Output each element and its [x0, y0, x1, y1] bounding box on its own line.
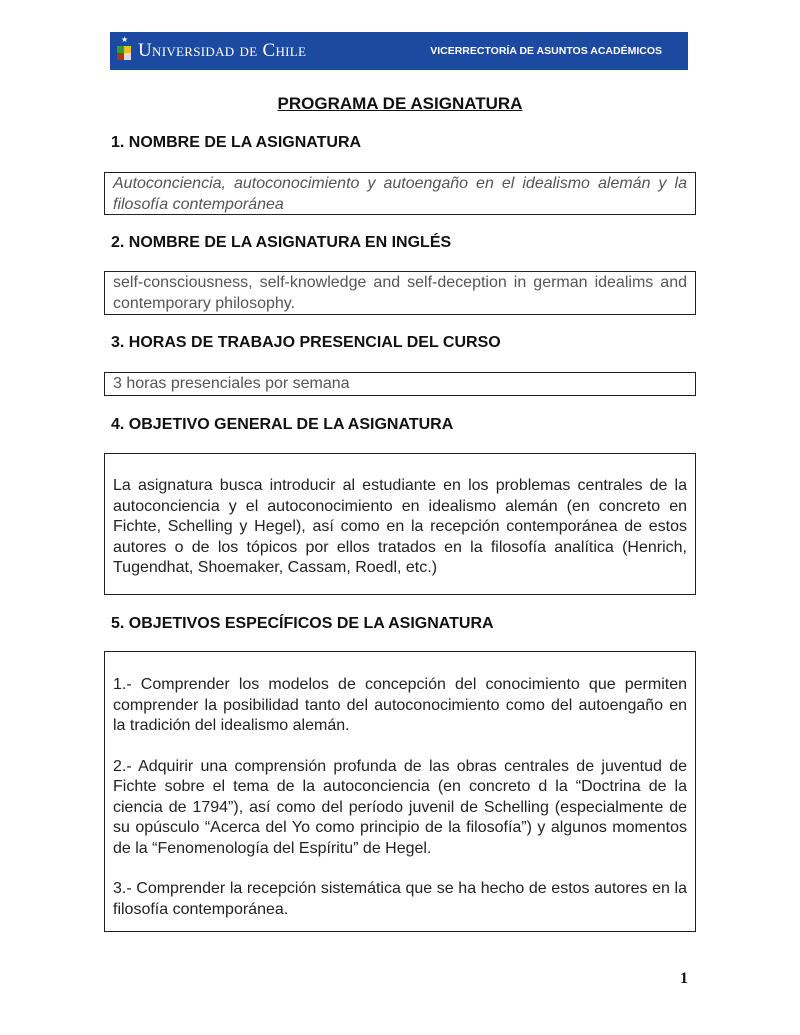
hours-box	[104, 372, 696, 396]
specific-objectives-box	[104, 651, 696, 932]
course-name-box	[104, 172, 696, 215]
objective-item: 1.- Comprender los modelos de concepción del conocimiento que permiten comprender la posibilidad tanto del autoconocimiento como del autoengaño en la tradición del idealismo alemán.	[113, 676, 687, 734]
course-name-english: self-consciousness, self-knowledge and self-deception in german idealims and contemporary philosophy.	[113, 274, 687, 312]
document-title: PROGRAMA DE ASIGNATURA	[277, 94, 523, 113]
general-objective-box	[104, 453, 696, 595]
section-heading: 1. NOMBRE DE LA ASIGNATURA	[111, 134, 362, 151]
objective-item: 3.- Comprender la recepción sistemática que se ha hecho de estos autores en la filosofía contemporánea.	[113, 880, 687, 918]
page-number: 1	[680, 970, 688, 987]
course-name-english-box	[104, 271, 696, 315]
university-name: Universidad de Chile	[138, 40, 307, 61]
section-heading: 2. NOMBRE DE LA ASIGNATURA EN INGLÉS	[111, 234, 452, 251]
section-heading: 4. OBJETIVO GENERAL DE LA ASIGNATURA	[111, 416, 454, 433]
section-heading: 5. OBJETIVOS ESPECÍFICOS DE LA ASIGNATURA	[111, 615, 494, 632]
header-banner	[110, 32, 688, 70]
course-name: Autoconciencia, autoconocimiento y autoengaño en el idealismo alemán y la filosofía contemporánea	[113, 175, 687, 213]
university-logo-icon: ★	[116, 36, 132, 66]
section-heading: 3. HORAS DE TRABAJO PRESENCIAL DEL CURSO	[111, 334, 501, 351]
hours: 3 horas presenciales por semana	[113, 375, 350, 392]
general-objective: La asignatura busca introducir al estudiante en los problemas centrales de la autoconciencia y el autoconocimiento en idealismo alemán (en concreto en Fichte, Schelling y Hegel), así como en la recepción contemporánea de estos autores o de los tópicos por ellos tratados en la filosofía analítica (Henrich, Tugendhat, Shoemaker, Cassam, Roedl, etc.)	[113, 477, 687, 576]
objective-item: 2.- Adquirir una comprensión profunda de las obras centrales de juventud de Fichte sobre el tema de la autoconciencia (en concreto d la “Doctrina de la ciencia de 1794”), así como del período juvenil de Schelling (especialmente de su opúsculo “Acerca del Yo como principio de la filosofía”) y algunos momentos de la “Fenomenología del Espíritu” de Hegel.	[113, 757, 687, 857]
department-name: VICERRECTORÍA DE ASUNTOS ACADÉMICOS	[430, 45, 662, 57]
